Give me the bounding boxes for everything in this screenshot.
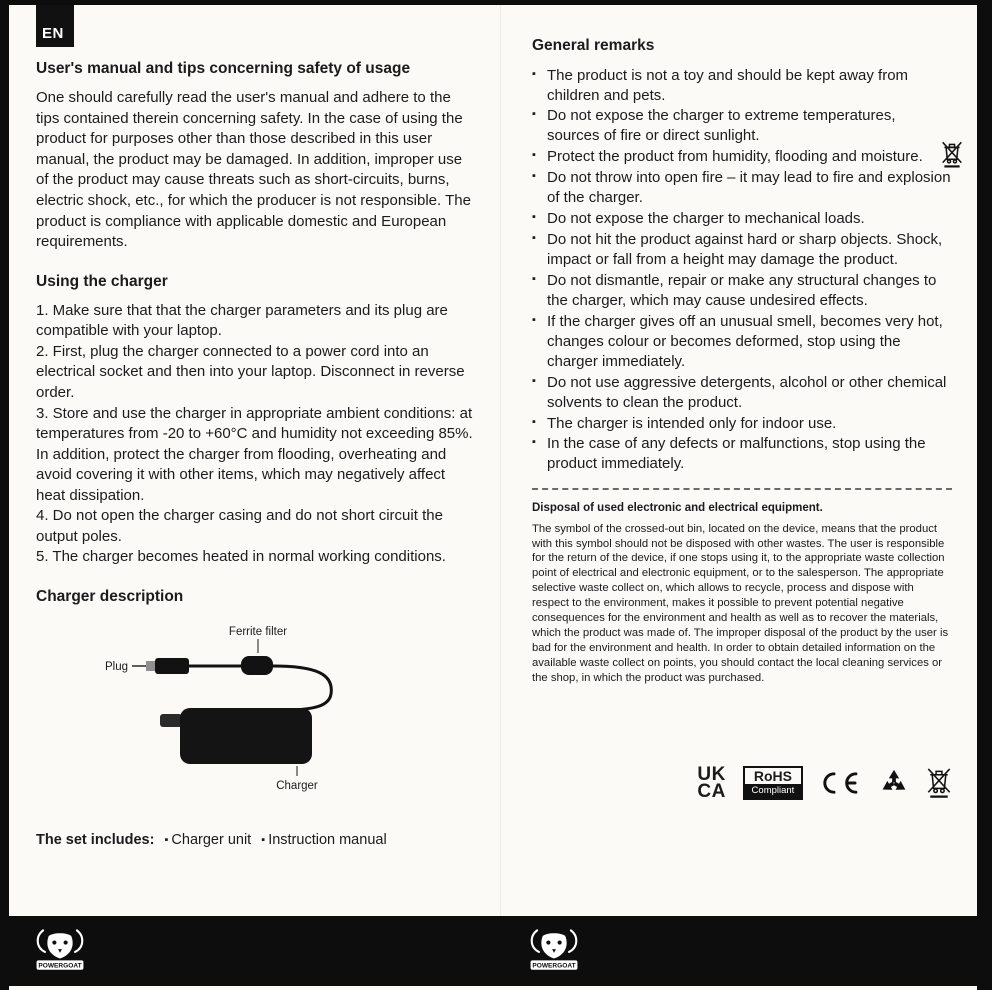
general-remarks-list (532, 66, 952, 475)
remark-item: ▪ If the charger gives off an unusual smell, becomes very hot, changes colour or becomes deformed, stop using the charger immediately. (532, 312, 952, 372)
compliance-marks-row (532, 763, 952, 803)
set-includes-row (36, 831, 474, 851)
right-column (532, 36, 952, 801)
footer-bar (0, 916, 992, 986)
step-1: 1. Make sure that that the charger parameters and its plug are compatible with your laptop. (36, 301, 448, 340)
ferrite-filter (241, 656, 273, 675)
remark-item: ▪ Do not hit the product against hard or sharp objects. Shock, impact or fall from a height may damage the product. (532, 230, 952, 270)
step-5: 5. The charger becomes heated in normal working conditions. (36, 548, 446, 566)
scan-edge-left (0, 0, 9, 990)
remark-item: ▪ Do not dismantle, repair or make any structural changes to the charger, which may cause undesired effects. (532, 271, 952, 311)
charger-diagram (76, 622, 436, 800)
rohs-label: RoHS (753, 768, 792, 785)
remark-item: ▪ The product is not a toy and should be kept away from children and pets. (532, 66, 952, 106)
set-item-instruction-manual: ▪ Instruction manual (261, 831, 386, 851)
set-item-charger-unit: ▪ Charger unit (164, 831, 251, 851)
ukca-line2: CA (697, 781, 726, 803)
using-charger-steps (36, 301, 474, 568)
remark-item: ▪ Do not throw into open fire – it may lead to fire and explosion of the charger. (532, 168, 952, 208)
powergoat-wordmark: POWERGOAT (38, 962, 82, 970)
remark-item: ▪ The charger is intended only for indoor use. (532, 414, 952, 434)
disposal-text: The symbol of the crossed-out bin, located on the device, means that the product with this symbol should not be disposed with other wastes. The user is responsible for the return of the device, if one stops using it, to the appropriate waste collection point of electrical and electronic equipment, or to the salesperson. The appropriate selective waste collect on, which allows to recycle, process and dispose with respect to the environment, makes it possible to prevent potential negative consequences for the environment and health as well as to recover the materials, which the product was made of. The improper disposal of the product by the user is bad for the environment and health. In order to obtain detailed information on the available waste collect on points, you should contact the local cleaning services or the shop, in which the product was purchased. (532, 522, 949, 684)
step-3: 3. Store and use the charger in appropriate ambient conditions: at temperatures from -20 to +60°C and humidity not exceeding 85%. In addition, protect the charger from flooding, overheating and avoid covering it with other items, which may negatively affect heat dissipation. (36, 404, 473, 504)
ferrite-filter-label: Ferrite filter (228, 626, 288, 639)
weee-bin-icon (926, 767, 952, 800)
remark-item: ▪ Do not use aggressive detergents, alcohol or other chemical solvents to clean the product. (532, 373, 952, 413)
set-includes-label: The set includes: (36, 831, 155, 848)
language-badge-label: EN (42, 25, 64, 42)
step-4: 4. Do not open the charger casing and do not short circuit the output poles. (36, 507, 443, 545)
plug-tip (146, 661, 155, 671)
safety-paragraph: One should carefully read the user's manual and adhere to the tips contained therein concerning safety. In the case of using the product for purposes other than those described in this user manual, the product may be damaged. In addition, improper use of the product may cause threats such as short-circuits, burns, electric shock, etc., for which the producer is not responsible. The product is compliance with applicable domestic and European requirements. (36, 89, 471, 251)
scan-edge-right (977, 0, 992, 990)
using-charger-heading: Using the charger (36, 272, 168, 290)
dashed-divider (532, 488, 952, 490)
plug-label: Plug (104, 661, 128, 674)
step-2: 2. First, plug the charger connected to a power cord into an electrical socket and then into your laptop. Disconnect in reverse order. (36, 342, 465, 402)
ce-mark (820, 769, 862, 797)
powergoat-logo (524, 925, 584, 977)
ukca-mark (697, 763, 726, 803)
charger-description-heading: Charger description (36, 587, 184, 605)
language-badge (36, 5, 74, 47)
powergoat-wordmark: POWERGOAT (532, 962, 576, 970)
left-column (36, 58, 474, 851)
remark-item: ▪ Do not expose the charger to extreme temperatures, sources of fire or direct sunlight. (532, 106, 952, 146)
page-fold-line (500, 5, 501, 916)
rohs-mark (743, 766, 803, 799)
general-remarks-heading: General remarks (532, 37, 655, 54)
charger-label: Charger (276, 780, 318, 793)
remark-item: ▪ Protect the product from humidity, flooding and moisture. (532, 147, 952, 167)
plug-body (155, 658, 189, 674)
rohs-compliant-label: Compliant (745, 784, 801, 797)
safety-heading: User's manual and tips concerning safety of usage (36, 60, 411, 77)
powergoat-logo (30, 925, 90, 977)
ukca-line1: UK (697, 763, 726, 785)
remark-item: ▪ Do not expose the charger to mechanical loads. (532, 209, 952, 229)
scan-edge-top (0, 0, 992, 5)
remark-item: ▪ In the case of any defects or malfunctions, stop using the product immediately. (532, 434, 952, 474)
recycle-icon (879, 768, 909, 798)
weee-bin-icon (941, 140, 963, 170)
charger-brick (180, 708, 312, 764)
cable-stub (160, 714, 182, 727)
disposal-heading: Disposal of used electronic and electrical equipment. (532, 502, 823, 515)
